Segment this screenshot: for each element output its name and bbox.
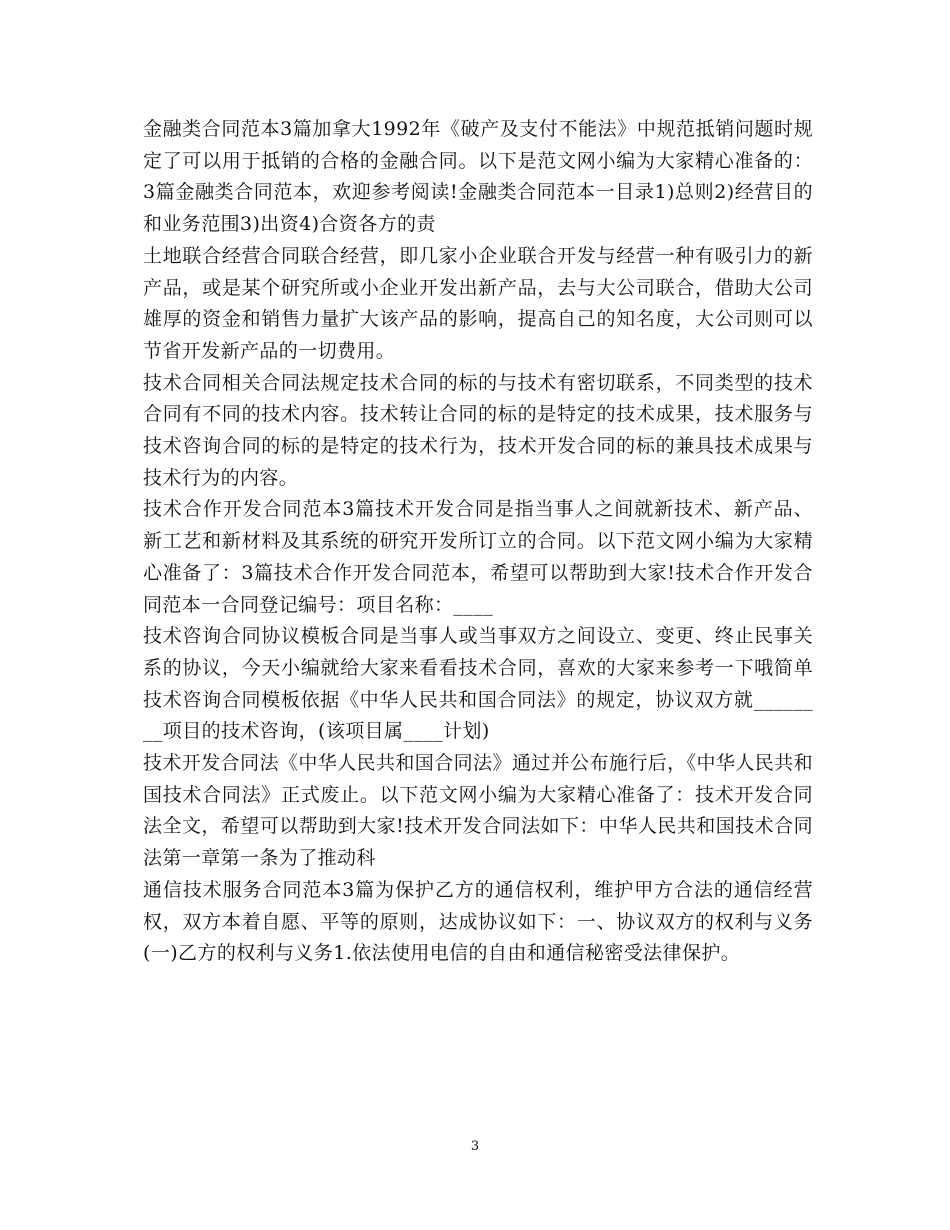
document-body [143, 114, 813, 970]
paragraph-financial-contract: 金融类合同范本3篇加拿大1992年《破产及支付不能法》中规范抵销问题时规定了可以用于抵销的合格的金融合同。以下是范文网小编为大家精心准备的：3篇金融类合同范本，欢迎参考阅读!金融类合同范本一目录1)总则2)经营目的和业务范围3)出资4)合资各方的责 [143, 118, 813, 236]
page-number: 3 [470, 1139, 480, 1154]
paragraph-telecom-service-contract: 通信技术服务合同范本3篇为保护乙方的通信权利，维护甲方合法的通信经营权，双方本着自愿、平等的原则，达成协议如下：一、协议双方的权利与义务(一)乙方的权利与义务1.依法使用电信的自由和通信秘密受法律保护。 [143, 878, 813, 965]
paragraph-tech-consulting-agreement: 技术咨询合同协议模板合同是当事人或当事双方之间设立、变更、终止民事关系的协议，今天小编就给大家来看看技术合同，喜欢的大家来参考一下哦简单技术咨询合同模板依据《中华人民共和国合同法》的规定，协议双方就________项目的技术咨询，(该项目属____计划) [143, 625, 813, 743]
paragraph-land-joint-operation: 土地联合经营合同联合经营，即几家小企业联合开发与经营一种有吸引力的新产品，或是某个研究所或小企业开发出新产品，去与大公司联合，借助大公司雄厚的资金和销售力量扩大该产品的影响，提高自己的知名度，大公司则可以节省开发新产品的一切费用。 [143, 244, 813, 362]
paragraph-technology-contract: 技术合同相关合同法规定技术合同的标的与技术有密切联系，不同类型的技术合同有不同的技术内容。技术转让合同的标的是特定的技术成果，技术服务与技术咨询合同的标的是特定的技术行为，技术开发合同的标的兼具技术成果与技术行为的内容。 [143, 371, 813, 489]
paragraph-tech-development-law: 技术开发合同法《中华人民共和国合同法》通过并公布施行后，《中华人民共和国技术合同法》正式废止。以下范文网小编为大家精心准备了：技术开发合同法全文，希望可以帮助到大家!技术开发合同法如下：中华人民共和国技术合同法第一章第一条为了推动科 [143, 752, 813, 870]
paragraph-tech-cooperation-development: 技术合作开发合同范本3篇技术开发合同是指当事人之间就新技术、新产品、新工艺和新材料及其系统的研究开发所订立的合同。以下范文网小编为大家精心准备了：3篇技术合作开发合同范本，希望可以帮助到大家!技术合作开发合同范本一合同登记编号：项目名称：____ [143, 498, 813, 616]
